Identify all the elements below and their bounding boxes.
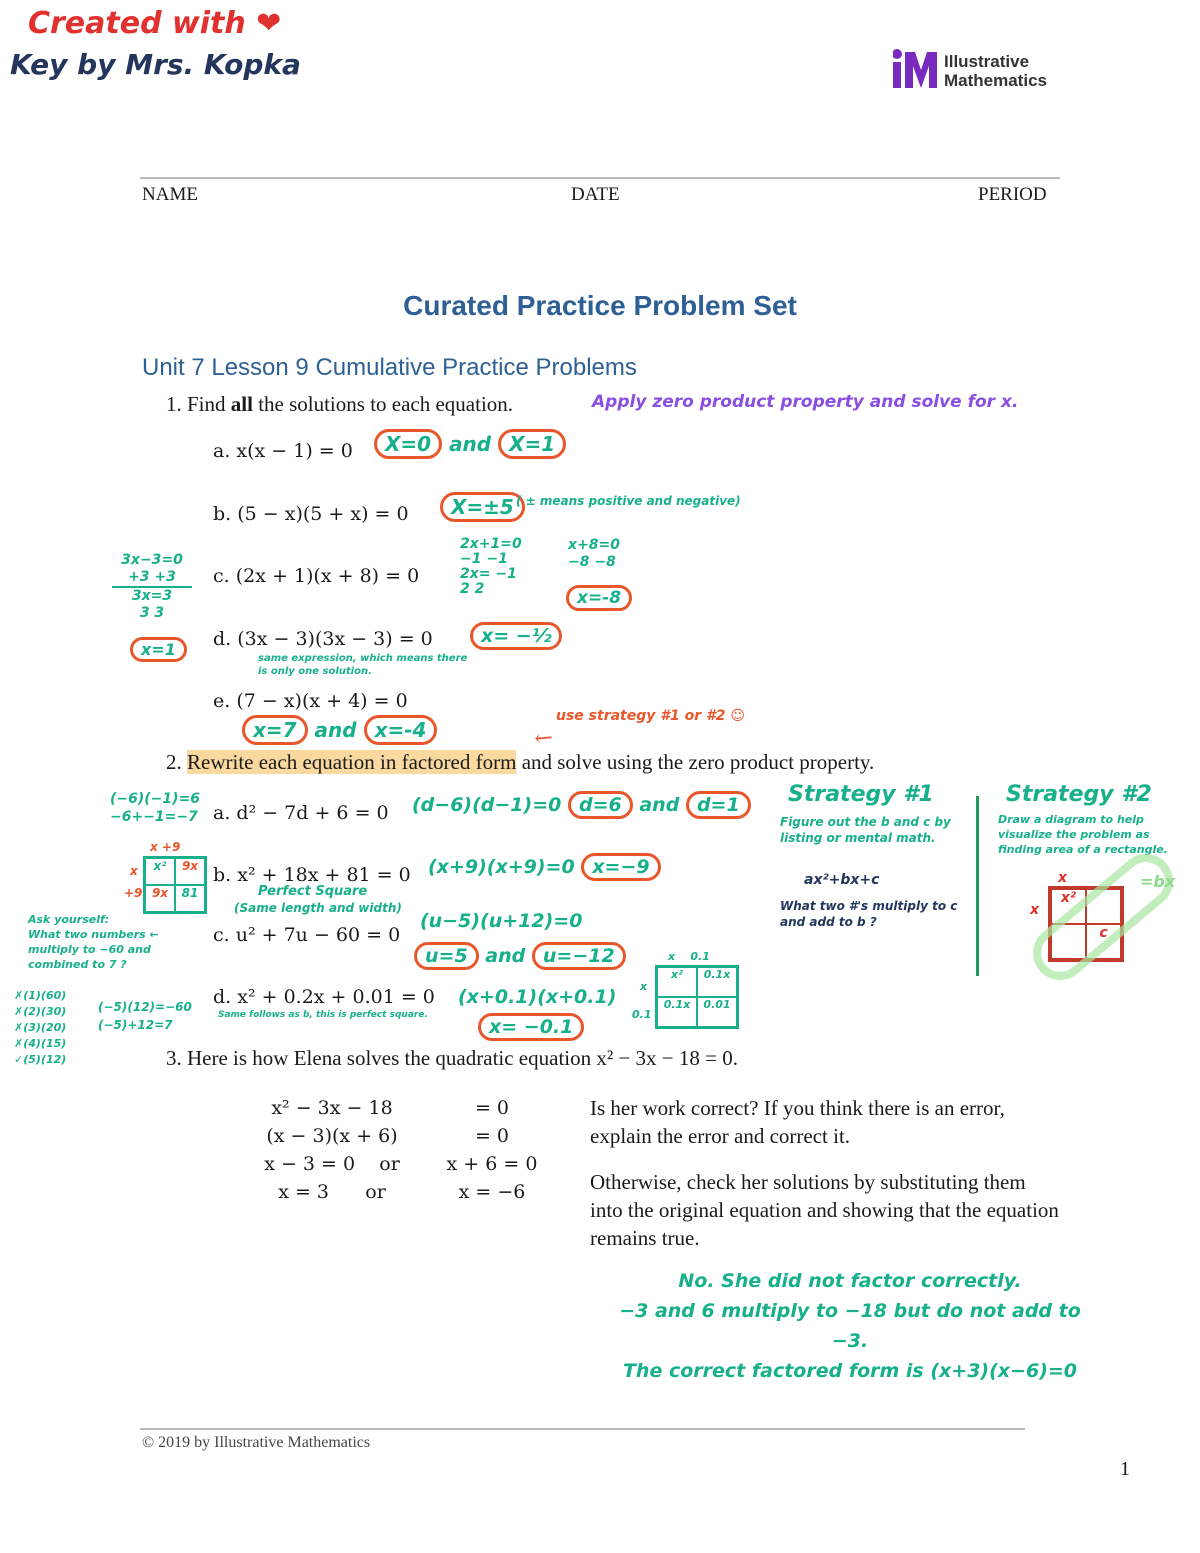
strategy1-text: Figure out the b and c by listing or mental math. xyxy=(780,815,951,845)
strategy2-label-top: x xyxy=(1058,870,1068,886)
q1b-note: ( ± means positive and negative) xyxy=(516,494,741,508)
footer-rule xyxy=(140,1428,1025,1430)
q1a-equation: a. x(x − 1) = 0 xyxy=(213,440,353,462)
strategy2-label-left: x xyxy=(1030,902,1040,918)
strategy-divider xyxy=(976,796,979,976)
q3-instruction1: Is her work correct? If you think there is an error, explain the error and correct it. xyxy=(590,1096,1005,1148)
q3-instruction2: Otherwise, check her solutions by substituting them into the original equation and showing that the equation remains true. xyxy=(590,1170,1059,1250)
q2d-answer: x= −0.1 xyxy=(478,1016,584,1038)
strategy2-title: Strategy #2 xyxy=(1006,782,1152,807)
q2c-factored: (u−5)(u+12)=0 xyxy=(420,910,583,932)
im-logo-text xyxy=(944,52,1047,90)
q1c-equation: c. (2x + 1)(x + 8) = 0 xyxy=(213,565,420,587)
page-title: Curated Practice Problem Set xyxy=(403,290,797,321)
period-field: PERIOD xyxy=(978,184,1047,205)
im-logo-icon xyxy=(893,48,937,90)
name-field: NAME xyxy=(142,184,198,205)
q1d-equation: d. (3x − 3)(3x − 3) = 0 xyxy=(213,628,433,650)
q3-line: (x − 3)(x + 6) = 0 xyxy=(266,1125,510,1147)
q2-prompt: 2. Rewrite each equation in factored form and solve using the zero product property. xyxy=(166,750,875,774)
q3-line: x² − 3x − 18 = 0 xyxy=(271,1097,510,1119)
q2b-area-grid: x² 9x 9x 81 xyxy=(143,856,207,914)
q2b-answer: (x+9)(x+9)=0 x=−9 xyxy=(428,856,661,878)
q2c-answer: u=5 and u=−12 xyxy=(414,945,626,967)
q1c-side-answer: x=1 xyxy=(130,640,187,659)
unit-subtitle: Unit 7 Lesson 9 Cumulative Practice Problems xyxy=(142,354,637,381)
q3-prompt: 3. Here is how Elena solves the quadratic equation x² − 3x − 18 = 0. xyxy=(166,1046,738,1070)
q1a-answer: X=0 and X=1 xyxy=(374,432,566,456)
date-field: DATE xyxy=(571,184,620,205)
q2d-note: Same follows as b, this is perfect square. xyxy=(218,1010,428,1020)
q3-line: x = 3 or x = −6 xyxy=(278,1181,526,1203)
q1b-answer: X=±5 xyxy=(440,495,525,519)
q1c-side-work: 3x−3=0 +3 +3 3x=3 3 3 xyxy=(112,552,192,622)
strategy1-formula: ax²+bx+c xyxy=(804,872,880,888)
q1c-answer: x=-8 xyxy=(566,588,632,608)
q2c-check: (−5)(12)=−60 (−5)+12=7 xyxy=(98,1000,192,1032)
page-number: 1 xyxy=(1120,1458,1130,1480)
q2b-equation: b. x² + 18x + 81 = 0 xyxy=(213,864,411,886)
q2b-grid-top: x +9 xyxy=(150,840,181,854)
q2d-grid-left2: 0.1 xyxy=(632,1008,652,1021)
q2d-area-grid: x² 0.1x 0.1x 0.01 xyxy=(655,965,739,1029)
q2b-note1: Perfect Square xyxy=(258,884,368,899)
strategy1-question: What two #'s multiply to c and add to b ? xyxy=(780,899,958,929)
strategy2-diagram: x² c xyxy=(1048,886,1124,962)
q1d-note: same expression, which means there is only one solution. xyxy=(258,653,468,677)
q1e-answer: x=7 and x=-4 xyxy=(242,718,437,742)
heart-icon: ❤ xyxy=(256,6,282,41)
q2b-grid-left2: +9 xyxy=(124,886,143,900)
q3-work xyxy=(232,1094,552,1206)
strategy1-title: Strategy #1 xyxy=(788,782,934,807)
logo-line2: Mathematics xyxy=(944,71,1047,90)
header-rule xyxy=(140,177,1060,179)
q2d-equation: d. x² + 0.2x + 0.01 = 0 xyxy=(213,986,435,1008)
stamp-line1: Created with xyxy=(28,6,246,41)
q2c-equation: c. u² + 7u − 60 = 0 xyxy=(213,924,401,946)
im-logo xyxy=(893,48,937,94)
strategy2-text: Draw a diagram to help visualize the problem as finding area of a rectangle. xyxy=(998,813,1168,856)
copyright: © 2019 by Illustrative Mathematics xyxy=(142,1434,371,1451)
q2d-factored: (x+0.1)(x+0.1) xyxy=(458,986,617,1008)
q2b-grid-left1: x xyxy=(130,864,138,878)
strategy2-bx-label: =bx xyxy=(1140,872,1176,891)
q2a-answer: (d−6)(d−1)=0 d=6 and d=1 xyxy=(412,794,751,816)
created-with-stamp xyxy=(28,6,281,41)
q1-prompt: 1. Find all the solutions to each equation. xyxy=(166,392,514,416)
q2c-factor-list: ✗(1)(60) ✗(2)(30) ✗(3)(20) ✗(4)(15) ✓(5)(12) xyxy=(14,989,67,1066)
q3-answer: No. She did not factor correctly. −3 and 6 multiply to −18 but do not add to −3. The correct factored form is (x+3)(x−6)=0 xyxy=(619,1270,1081,1382)
q2c-ask-note: Ask yourself: What two numbers ← multiply to −60 and combined to 7 ? xyxy=(28,913,159,971)
logo-line1: Illustrative xyxy=(944,52,1030,71)
arrow-icon: ↙ xyxy=(528,722,559,755)
q1c-work-left: 2x+1=0 −1 −1 2x= −1 2 2 xyxy=(460,536,522,597)
strategy2-highlight-loop xyxy=(1022,843,1184,991)
q2a-side: (−6)(−1)=6 −6+−1=−7 xyxy=(110,791,201,825)
key-by-stamp: Key by Mrs. Kopka xyxy=(10,48,301,81)
q1b-equation: b. (5 − x)(5 + x) = 0 xyxy=(213,503,409,525)
q2a-equation: a. d² − 7d + 6 = 0 xyxy=(213,802,389,824)
q2d-grid-left1: x xyxy=(640,980,648,993)
q1e-equation: e. (7 − x)(x + 4) = 0 xyxy=(213,690,408,712)
q2d-grid-top: x 0.1 xyxy=(668,950,710,963)
q2b-note2: (Same length and width) xyxy=(234,901,402,915)
q1c-work-right: x+8=0 −8 −8 xyxy=(568,537,620,570)
q1e-note: use strategy #1 or #2 ☺ xyxy=(556,708,745,724)
q3-line: x − 3 = 0 or x + 6 = 0 xyxy=(264,1153,538,1175)
q1-note: Apply zero product property and solve for x. xyxy=(592,392,1019,412)
q1d-answer: x= −½ xyxy=(470,625,562,647)
